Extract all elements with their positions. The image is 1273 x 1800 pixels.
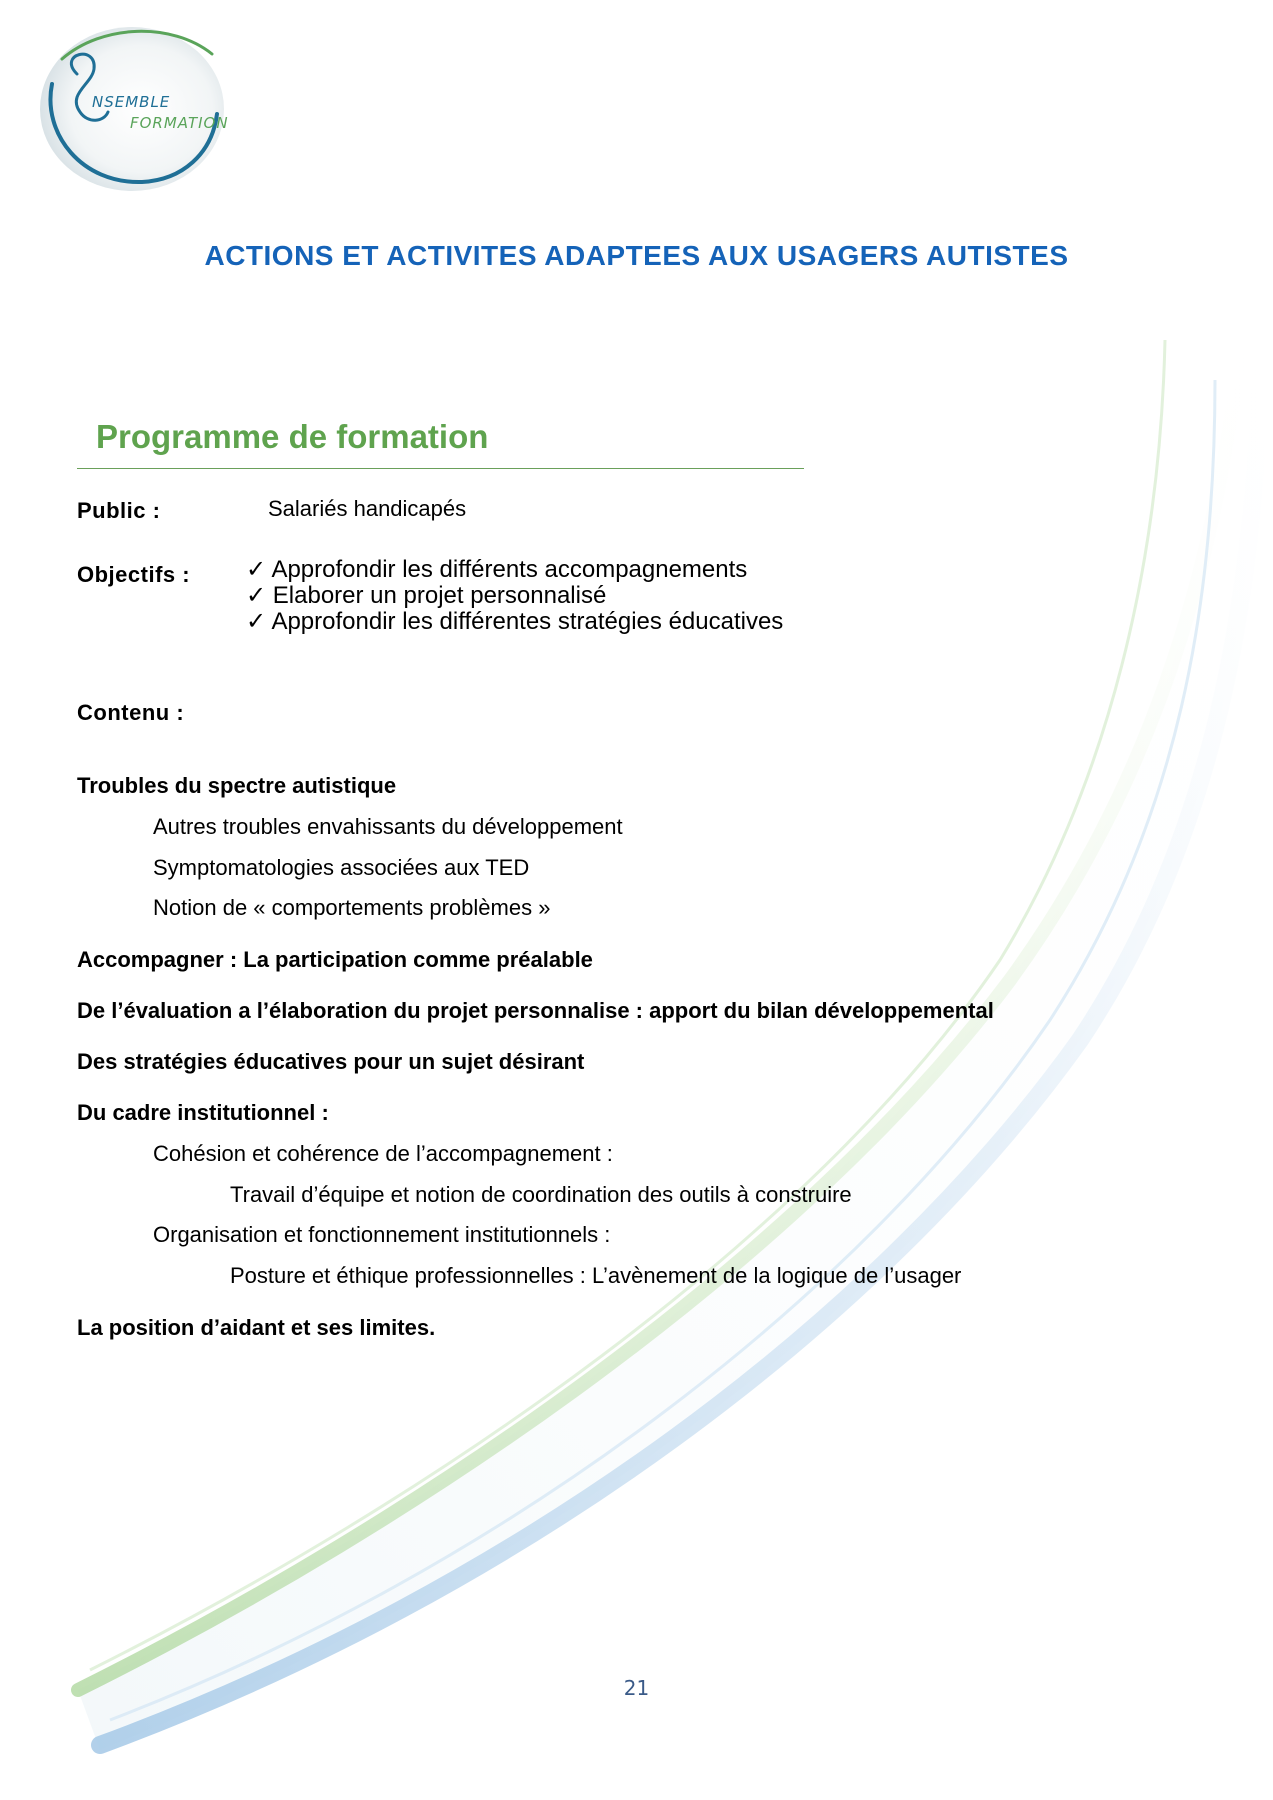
- content-subsubitem: Posture et éthique professionnelles : L’avènement de la logique de l’usager: [230, 1263, 962, 1288]
- objectifs-list: [246, 557, 783, 635]
- content-heading: La position d’aidant et ses limites.: [77, 1315, 436, 1340]
- content-subitem: Autres troubles envahissants du développement: [153, 814, 623, 839]
- section-divider: [77, 468, 804, 469]
- objectifs-label: Objectifs :: [77, 562, 191, 587]
- content-subsubitem: Travail d’équipe et notion de coordination des outils à construire: [230, 1182, 852, 1207]
- swoosh-blue-band: [100, 320, 1262, 1745]
- objectif-item: ✓ Approfondir les différentes stratégies éducatives: [246, 608, 784, 635]
- content-heading: De l’évaluation a l’élaboration du projet personnalise : apport du bilan développemental: [77, 998, 994, 1023]
- logo-text-nsemble: NSEMBLE: [92, 93, 171, 111]
- content-subitem: Cohésion et cohérence de l’accompagnement :: [153, 1141, 613, 1166]
- page-title: ACTIONS ET ACTIVITES ADAPTEES AUX USAGERS AUTISTES: [204, 240, 1069, 271]
- logo-text-formation: FORMATION: [130, 114, 229, 132]
- content-subitem: Symptomatologies associées aux TED: [153, 855, 530, 880]
- content-subitem: Organisation et fonctionnement institutionnels :: [153, 1222, 611, 1247]
- content-heading: Du cadre institutionnel :: [77, 1100, 329, 1125]
- content-heading: Accompagner : La participation comme préalable: [77, 947, 593, 972]
- objectif-item: ✓ Approfondir les différents accompagnements: [246, 556, 748, 583]
- content-subitem: Notion de « comportements problèmes »: [153, 895, 551, 920]
- ensemble-formation-logo: [22, 14, 232, 199]
- public-label: Public :: [77, 498, 161, 523]
- objectif-item: ✓ Elaborer un projet personnalisé: [246, 582, 607, 609]
- contenu-label: Contenu :: [77, 700, 185, 725]
- public-value: Salariés handicapés: [268, 496, 467, 521]
- content-heading: Des stratégies éducatives pour un sujet désirant: [77, 1049, 585, 1074]
- content-heading: Troubles du spectre autistique: [77, 773, 397, 798]
- section-title: Programme de formation: [96, 418, 489, 455]
- page-number: 21: [623, 1676, 650, 1700]
